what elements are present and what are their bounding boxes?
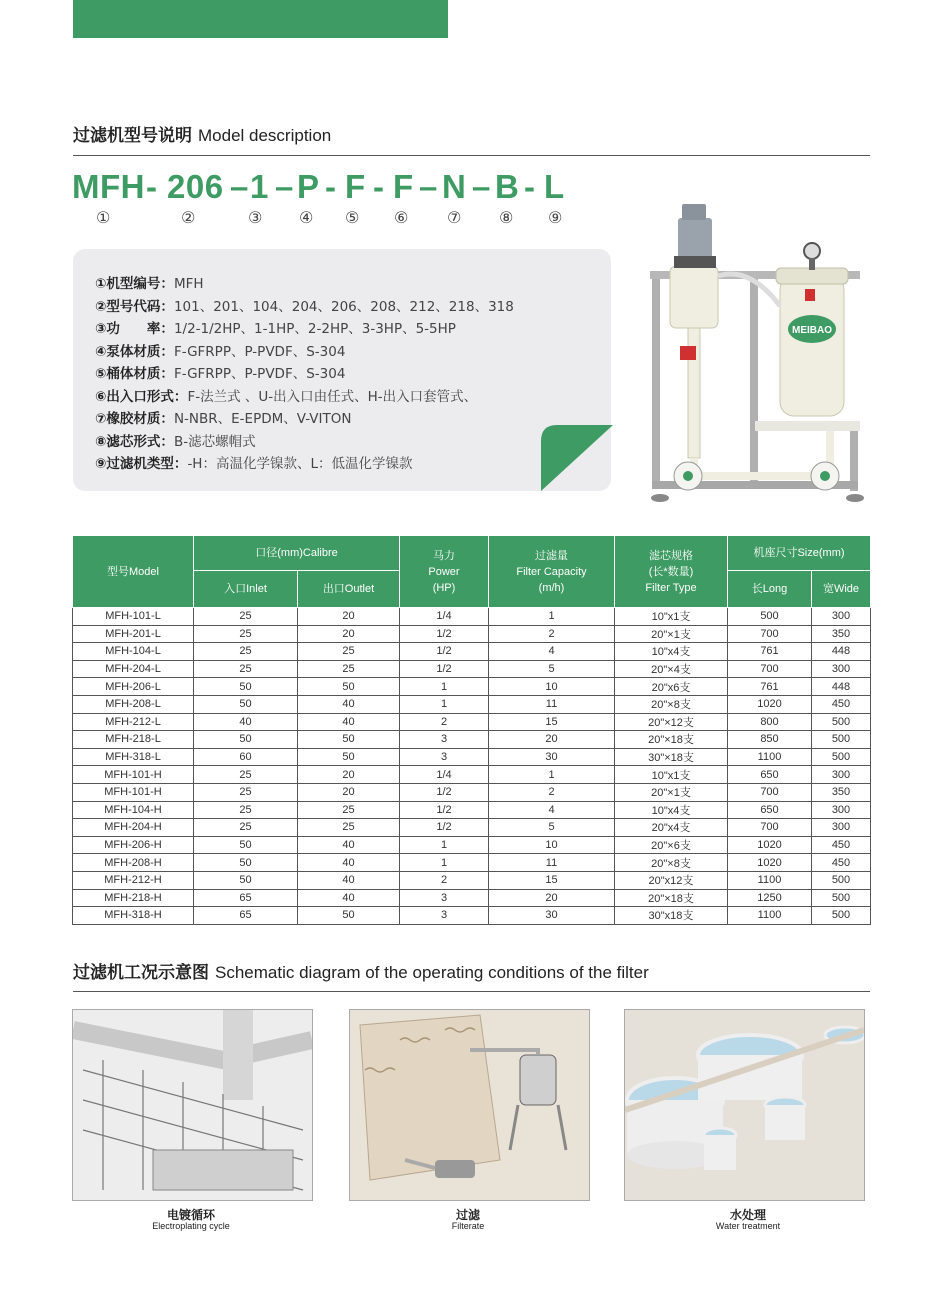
table-cell: 450: [812, 836, 871, 854]
desc-value: -H：高温化学镍款、L：低温化学镍款: [187, 456, 413, 472]
table-cell: MFH-204-H: [73, 819, 194, 837]
table-cell: 500: [812, 889, 871, 907]
table-cell: 50: [194, 678, 298, 696]
desc-line: [95, 407, 351, 427]
table-cell: 40: [298, 889, 400, 907]
desc-line: [95, 362, 345, 382]
code-part: -: [524, 168, 536, 205]
desc-line: [95, 317, 456, 337]
code-part: F: [345, 168, 366, 205]
table-row: [73, 625, 871, 643]
divider: [73, 155, 870, 156]
table-cell: 30"x18支: [615, 907, 728, 925]
header-inlet: 入口Inlet: [194, 571, 298, 608]
table-row: [73, 854, 871, 872]
table-cell: 1/2: [400, 819, 489, 837]
table-cell: MFH-318-H: [73, 907, 194, 925]
header-power: 马力 Power (HP): [400, 536, 489, 608]
table-cell: 11: [489, 695, 615, 713]
divider: [73, 991, 870, 992]
table-cell: 5: [489, 819, 615, 837]
table-cell: 50: [298, 731, 400, 749]
table-cell: 450: [812, 695, 871, 713]
table-cell: 448: [812, 678, 871, 696]
header-long: 长Long: [728, 571, 812, 608]
desc-key: ⑦橡胶材质：: [95, 411, 174, 427]
table-cell: 1/4: [400, 766, 489, 784]
table-cell: 850: [728, 731, 812, 749]
scene-label-zh: 水处理: [729, 1208, 766, 1222]
table-cell: MFH-212-L: [73, 713, 194, 731]
table-cell: 761: [728, 678, 812, 696]
table-cell: 10"x1支: [615, 608, 728, 626]
top-accent-bar: [73, 0, 448, 38]
code-number: ④: [299, 208, 314, 227]
code-number: ⑦: [447, 208, 462, 227]
table-cell: 700: [728, 625, 812, 643]
code-number: ⑤: [345, 208, 360, 227]
table-cell: MFH-218-H: [73, 889, 194, 907]
table-cell: 500: [812, 871, 871, 889]
table-cell: 448: [812, 643, 871, 661]
desc-key: ⑧滤芯形式：: [95, 434, 174, 450]
table-cell: MFH-101-H: [73, 766, 194, 784]
table-cell: 20: [298, 625, 400, 643]
scene-label-zh: 过滤: [455, 1208, 480, 1222]
scene-label-en: Electroplating cycle: [152, 1221, 230, 1231]
desc-key: ③功 率：: [95, 321, 174, 337]
table-cell: 20"×4支: [615, 660, 728, 678]
table-cell: MFH-208-L: [73, 695, 194, 713]
table-cell: 300: [812, 819, 871, 837]
table-cell: 20"×18支: [615, 731, 728, 749]
table-row: [73, 783, 871, 801]
table-cell: 30"×18支: [615, 748, 728, 766]
table-cell: 50: [298, 748, 400, 766]
table-cell: 25: [298, 643, 400, 661]
table-cell: 500: [812, 907, 871, 925]
desc-value: N-NBR、E-EPDM、V-VITON: [173, 411, 352, 427]
table-cell: 25: [298, 819, 400, 837]
desc-key: ②型号代码：: [95, 299, 174, 315]
code-number: ①: [96, 208, 111, 227]
table-cell: 50: [194, 836, 298, 854]
table-cell: 2: [400, 713, 489, 731]
desc-line: [95, 295, 514, 315]
desc-value: F-GFRPP、P-PVDF、S-304: [173, 344, 346, 360]
table-cell: 800: [728, 713, 812, 731]
desc-value: B-滤芯螺帽式: [173, 434, 256, 450]
header-filter-type: 滤芯规格 (长*数量) Filter Type: [615, 536, 728, 608]
desc-line: [95, 430, 256, 450]
code-part: -: [373, 168, 385, 205]
code-part: –: [419, 168, 438, 205]
desc-key: ⑤桶体材质：: [95, 366, 174, 382]
table-cell: MFH-101-H: [73, 783, 194, 801]
code-part: B: [495, 168, 520, 205]
desc-key: ①机型编号：: [95, 276, 174, 292]
table-cell: 40: [194, 713, 298, 731]
table-cell: 50: [194, 854, 298, 872]
table-cell: MFH-318-L: [73, 748, 194, 766]
table-cell: 3: [400, 889, 489, 907]
desc-line: [95, 385, 477, 405]
water-treatment-scene-image: [624, 1009, 865, 1201]
table-row: [73, 766, 871, 784]
code-number: ②: [181, 208, 196, 227]
table-cell: 1020: [728, 695, 812, 713]
table-row: [73, 871, 871, 889]
table-row: [73, 907, 871, 925]
table-row: [73, 660, 871, 678]
header-outlet: 出口Outlet: [298, 571, 400, 608]
table-cell: 1100: [728, 907, 812, 925]
scene-label-zh: 电镀循环: [166, 1208, 215, 1222]
table-cell: 25: [194, 625, 298, 643]
table-cell: 700: [728, 660, 812, 678]
table-cell: 10"x4支: [615, 801, 728, 819]
table-cell: MFH-101-L: [73, 608, 194, 626]
scene-label-en: Filterate: [451, 1221, 485, 1231]
table-cell: 2: [489, 625, 615, 643]
table-cell: 25: [194, 783, 298, 801]
table-cell: 50: [298, 678, 400, 696]
table-cell: 20"×8支: [615, 695, 728, 713]
table-cell: 20: [489, 731, 615, 749]
table-cell: 20: [298, 766, 400, 784]
table-cell: 20"×1支: [615, 625, 728, 643]
code-part: 1: [250, 168, 269, 205]
code-part: L: [544, 168, 565, 205]
desc-line: [95, 272, 204, 292]
table-cell: 700: [728, 783, 812, 801]
table-cell: MFH-204-L: [73, 660, 194, 678]
table-cell: 500: [728, 608, 812, 626]
table-row: [73, 819, 871, 837]
table-cell: 3: [400, 748, 489, 766]
table-cell: 1020: [728, 854, 812, 872]
description-panel: [73, 249, 611, 491]
table-cell: 50: [298, 907, 400, 925]
title-zh: 过滤机型号说明: [73, 126, 192, 146]
brand-label: MEIBAO: [792, 325, 832, 336]
table-cell: 50: [194, 871, 298, 889]
table-cell: 1/2: [400, 660, 489, 678]
code-part: -: [325, 168, 337, 205]
table-cell: 20"x4支: [615, 819, 728, 837]
table-cell: 350: [812, 625, 871, 643]
table-cell: MFH-218-L: [73, 731, 194, 749]
table-cell: 50: [194, 695, 298, 713]
table-cell: 2: [489, 783, 615, 801]
spec-table: [72, 535, 871, 925]
table-cell: 450: [812, 854, 871, 872]
table-cell: 650: [728, 801, 812, 819]
table-cell: MFH-104-H: [73, 801, 194, 819]
table-row: [73, 713, 871, 731]
table-cell: 1: [400, 854, 489, 872]
table-cell: 1: [400, 695, 489, 713]
table-cell: MFH-212-H: [73, 871, 194, 889]
code-number: ③: [248, 208, 263, 227]
table-cell: 20"x12支: [615, 871, 728, 889]
green-corner-triangle: [541, 425, 613, 491]
desc-value: 1/2-1/2HP、1-1HP、2-2HP、3-3HP、5-5HP: [173, 321, 456, 337]
desc-value: F-GFRPP、P-PVDF、S-304: [173, 366, 346, 382]
filtration-scene-image: [349, 1009, 590, 1201]
code-number: ⑨: [548, 208, 563, 227]
code-part: N: [442, 168, 467, 205]
header-size: 机座尺寸Size(mm): [728, 536, 871, 571]
table-cell: 300: [812, 801, 871, 819]
table-cell: 1/2: [400, 625, 489, 643]
table-cell: 700: [728, 819, 812, 837]
table-cell: 25: [298, 801, 400, 819]
table-cell: 1: [489, 766, 615, 784]
table-cell: 1: [400, 836, 489, 854]
table-cell: 761: [728, 643, 812, 661]
table-row: [73, 678, 871, 696]
table-cell: 1/4: [400, 608, 489, 626]
table-cell: 3: [400, 731, 489, 749]
table-cell: 1020: [728, 836, 812, 854]
title-zh: 过滤机工况示意图: [73, 963, 209, 983]
table-cell: 25: [194, 643, 298, 661]
table-cell: 1: [400, 678, 489, 696]
table-cell: 300: [812, 608, 871, 626]
table-cell: 4: [489, 801, 615, 819]
desc-value: 101、201、104、204、206、208、212、218、318: [173, 299, 514, 315]
table-row: [73, 731, 871, 749]
filter-machine-image: [630, 196, 880, 508]
table-cell: 65: [194, 889, 298, 907]
desc-line: [95, 340, 345, 360]
table-cell: 20"×18支: [615, 889, 728, 907]
schematic-title: [73, 958, 649, 983]
table-row: [73, 748, 871, 766]
code-part: F: [393, 168, 414, 205]
title-en: Model description: [198, 126, 332, 145]
table-cell: MFH-201-L: [73, 625, 194, 643]
table-cell: 10: [489, 678, 615, 696]
table-cell: 10"x1支: [615, 766, 728, 784]
table-cell: 650: [728, 766, 812, 784]
table-cell: 1/2: [400, 801, 489, 819]
header-wide: 宽Wide: [812, 571, 871, 608]
table-cell: 15: [489, 713, 615, 731]
table-cell: 60: [194, 748, 298, 766]
table-cell: 40: [298, 836, 400, 854]
table-row: [73, 836, 871, 854]
table-cell: MFH-208-H: [73, 854, 194, 872]
code-part: -: [146, 168, 158, 205]
table-cell: 500: [812, 748, 871, 766]
table-cell: 25: [194, 819, 298, 837]
desc-value: F-法兰式 、U-出入口由任式、H-出入口套管式、: [187, 389, 478, 405]
table-cell: 1/2: [400, 783, 489, 801]
desc-key: ④泵体材质：: [95, 344, 174, 360]
table-cell: 1100: [728, 871, 812, 889]
table-cell: 10"x4支: [615, 643, 728, 661]
table-cell: 40: [298, 713, 400, 731]
table-cell: 40: [298, 854, 400, 872]
title-en: Schematic diagram of the operating conditions of the filter: [215, 963, 649, 982]
scene-label-en: Water treatment: [715, 1221, 781, 1231]
header-model: 型号Model: [73, 536, 194, 608]
table-cell: 20"×8支: [615, 854, 728, 872]
table-cell: 4: [489, 643, 615, 661]
table-cell: 2: [400, 871, 489, 889]
table-cell: 3: [400, 907, 489, 925]
table-cell: 25: [194, 801, 298, 819]
model-description-title: [73, 121, 331, 146]
table-row: [73, 801, 871, 819]
table-cell: 20: [298, 783, 400, 801]
table-cell: 20"x6支: [615, 678, 728, 696]
table-cell: 25: [194, 660, 298, 678]
table-cell: 20: [489, 889, 615, 907]
table-row: [73, 643, 871, 661]
table-cell: 1/2: [400, 643, 489, 661]
table-cell: 10: [489, 836, 615, 854]
table-cell: 350: [812, 783, 871, 801]
table-cell: 11: [489, 854, 615, 872]
table-cell: 40: [298, 871, 400, 889]
code-number: ⑧: [499, 208, 514, 227]
table-cell: 500: [812, 713, 871, 731]
table-cell: 300: [812, 660, 871, 678]
table-cell: MFH-104-L: [73, 643, 194, 661]
table-cell: 25: [194, 608, 298, 626]
code-part: –: [472, 168, 491, 205]
code-part: –: [230, 168, 249, 205]
table-cell: MFH-206-H: [73, 836, 194, 854]
table-cell: 300: [812, 766, 871, 784]
table-cell: 20"×12支: [615, 713, 728, 731]
table-row: [73, 695, 871, 713]
table-cell: 25: [298, 660, 400, 678]
table-cell: 40: [298, 695, 400, 713]
code-part: MFH: [72, 168, 145, 205]
header-capacity: 过滤量 Filter Capacity (m/h): [489, 536, 615, 608]
table-cell: 20"×6支: [615, 836, 728, 854]
table-row: [73, 889, 871, 907]
table-cell: MFH-206-L: [73, 678, 194, 696]
code-part: 206: [167, 168, 224, 205]
table-cell: 1250: [728, 889, 812, 907]
desc-key: ⑥出入口形式：: [95, 389, 188, 405]
table-cell: 65: [194, 907, 298, 925]
desc-value: MFH: [173, 276, 204, 292]
table-cell: 15: [489, 871, 615, 889]
table-cell: 20: [298, 608, 400, 626]
table-cell: 1100: [728, 748, 812, 766]
code-part: –: [275, 168, 294, 205]
desc-key: ⑨过滤机类型：: [95, 456, 188, 472]
table-cell: 1: [489, 608, 615, 626]
desc-line: [95, 452, 412, 472]
header-calibre: 口径(mm)Calibre: [194, 536, 400, 571]
table-cell: 30: [489, 748, 615, 766]
table-cell: 5: [489, 660, 615, 678]
table-cell: 30: [489, 907, 615, 925]
table-cell: 20"×1支: [615, 783, 728, 801]
electroplating-scene-image: [72, 1009, 313, 1201]
code-part: P: [297, 168, 320, 205]
table-cell: 50: [194, 731, 298, 749]
table-cell: 500: [812, 731, 871, 749]
table-cell: 25: [194, 766, 298, 784]
table-row: [73, 608, 871, 626]
code-number: ⑥: [394, 208, 409, 227]
